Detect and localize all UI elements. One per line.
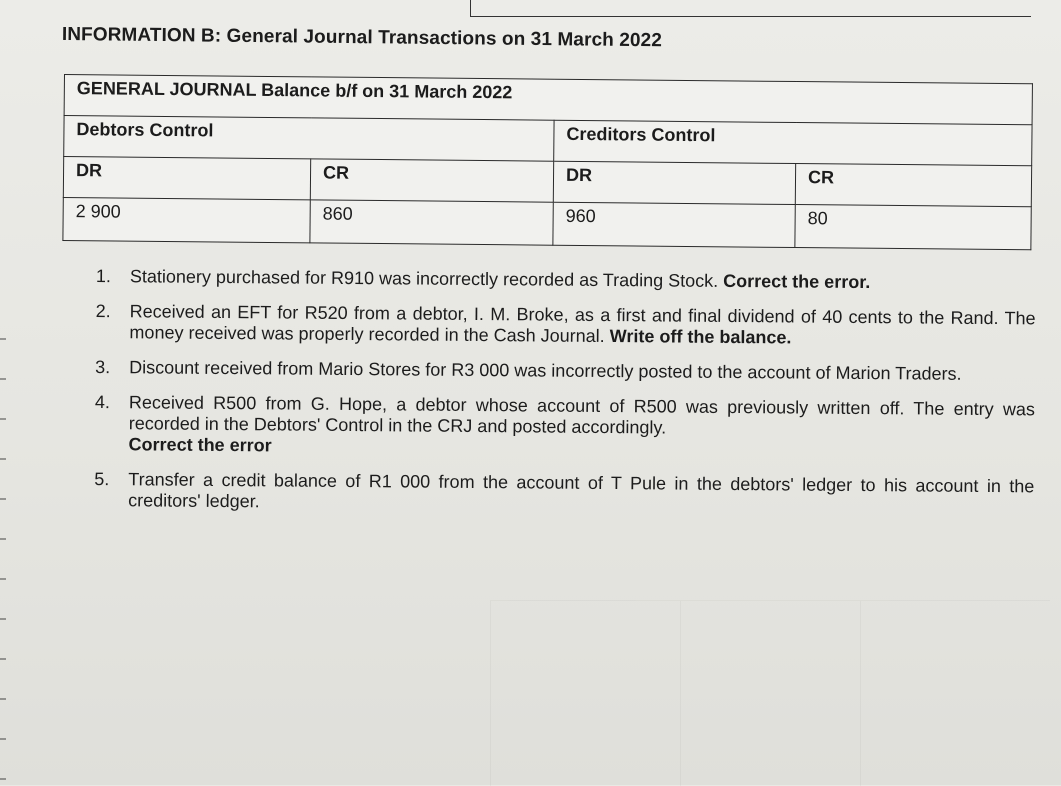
debtors-cr-header: CR bbox=[310, 159, 553, 202]
debtors-dr-header: DR bbox=[63, 157, 310, 200]
journal-title: GENERAL JOURNAL Balance b/f on 31 March 2022 bbox=[64, 75, 1032, 125]
transaction-item bbox=[96, 266, 1036, 294]
creditors-cr-header: CR bbox=[795, 164, 1031, 207]
transaction-text: Stationery purchased for R910 was incorrectly recorded as Trading Stock. bbox=[130, 266, 718, 291]
transaction-item bbox=[95, 301, 1035, 350]
general-journal-table-wrapper bbox=[62, 74, 1032, 250]
general-journal-table bbox=[62, 74, 1033, 250]
transaction-text: Received R500 from G. Hope, a debtor whose account of R500 was previously written off. The entry was recorded in the Debtors' Control in the CRJ and posted accordingly. bbox=[129, 392, 1035, 437]
transaction-number: 4. bbox=[95, 392, 110, 413]
transaction-item bbox=[95, 357, 1035, 385]
section-debtors-control: Debtors Control bbox=[64, 116, 554, 162]
creditors-dr-header: DR bbox=[553, 161, 795, 204]
section-creditors-control: Creditors Control bbox=[554, 120, 1032, 166]
debtors-cr-value: 860 bbox=[310, 200, 553, 245]
transaction-instruction: Correct the error. bbox=[723, 271, 870, 292]
transaction-item bbox=[94, 469, 1034, 518]
information-heading: INFORMATION B: General Journal Transactions on 31 March 2022 bbox=[62, 24, 662, 52]
transaction-number: 2. bbox=[96, 301, 111, 322]
transaction-number: 5. bbox=[94, 469, 109, 490]
transaction-list bbox=[94, 266, 1036, 532]
creditors-dr-value: 960 bbox=[553, 202, 795, 247]
top-table-border bbox=[470, 0, 1031, 17]
transaction-text: Discount received from Mario Stores for R3 000 was incorrectly posted to the account of Marion Traders. bbox=[129, 357, 962, 384]
transaction-number: 3. bbox=[95, 357, 110, 378]
binding-edge bbox=[0, 300, 6, 785]
transaction-text: Received an EFT for R520 from a debtor, I. M. Broke, as a first and final dividend of 40 cents to the Rand. The money received was properly recorded in the Cash Journal. bbox=[129, 301, 1035, 346]
bleed-through-grid bbox=[490, 600, 1050, 786]
transaction-item bbox=[95, 392, 1035, 462]
transaction-instruction: Write off the balance. bbox=[610, 326, 792, 347]
transaction-text: Transfer a credit balance of R1 000 from the account of T Pule in the debtors' ledger to his account in the creditors' ledger. bbox=[128, 469, 1034, 511]
transaction-instruction: Correct the error bbox=[129, 434, 272, 455]
journal-value-row bbox=[63, 197, 1031, 249]
transaction-number: 1. bbox=[96, 266, 111, 287]
creditors-cr-value: 80 bbox=[795, 205, 1031, 250]
debtors-dr-value: 2 900 bbox=[63, 197, 310, 242]
